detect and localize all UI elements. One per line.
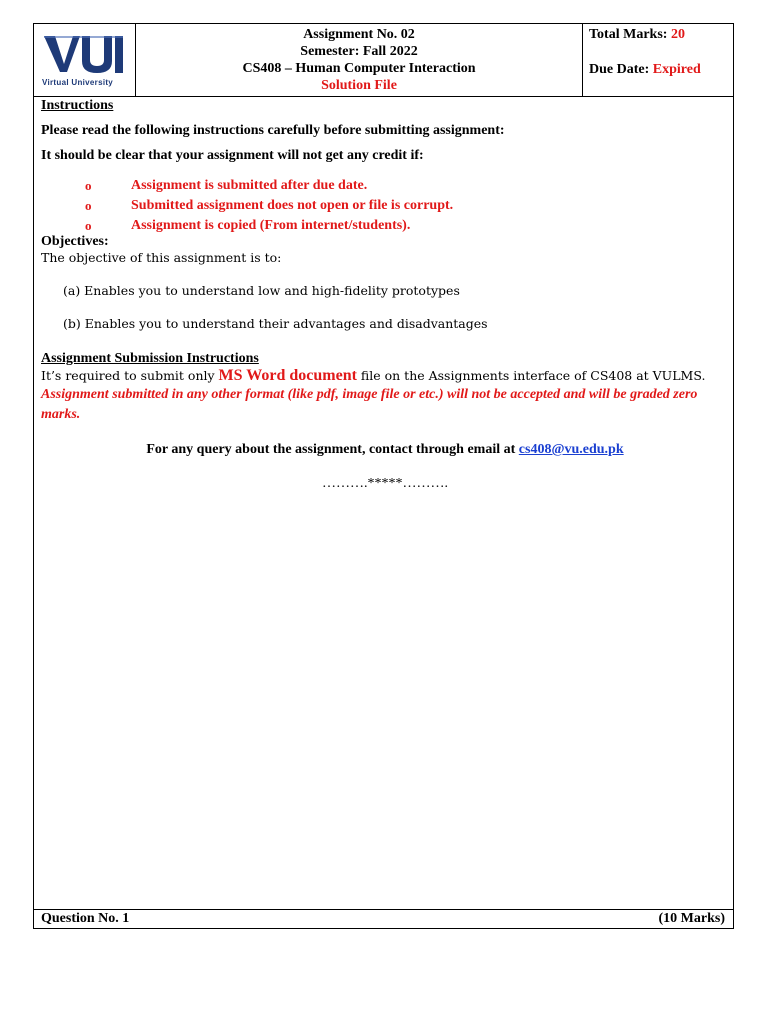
logo-caption: Virtual University	[42, 78, 114, 87]
total-marks-value: 20	[670, 27, 685, 42]
solution-file-label: Solution File	[321, 78, 397, 93]
total-marks-label: Total Marks:	[589, 27, 668, 42]
submission-heading: Assignment Submission Instructions	[41, 351, 259, 366]
header-table	[34, 24, 733, 97]
contact-text: For any query about the assignment, contact through email at	[146, 442, 519, 457]
list-item-text: Assignment is submitted after due date.	[131, 178, 368, 193]
objectives-heading: Objectives:	[41, 234, 109, 249]
due-date-label: Due Date:	[589, 62, 650, 77]
total-marks	[589, 27, 685, 43]
semester: Semester: Fall 2022	[300, 44, 418, 59]
vu-logo	[40, 32, 130, 90]
bullet-icon: o	[85, 198, 92, 213]
objective-item-a: (a) Enables you to understand low and high-fidelity prototypes	[63, 283, 460, 298]
question-row	[34, 909, 733, 928]
marks-cell	[583, 24, 733, 96]
question-marks: (10 Marks)	[658, 911, 725, 926]
list-item-text: Assignment is copied (From internet/students).	[131, 218, 411, 233]
content-area	[41, 97, 729, 492]
list-item	[41, 216, 729, 236]
submission-text	[41, 367, 729, 385]
submission-text-after: file on the Assignments interface of CS408 at VULMS.	[356, 368, 706, 383]
vu-logo-letters-icon	[42, 32, 128, 76]
instructions-heading: Instructions	[41, 98, 114, 113]
assignment-page-frame	[33, 23, 734, 929]
instructions-intro: Please read the following instructions carefully before submitting assignment:	[41, 123, 505, 138]
submission-warning: Assignment submitted in any other format (like pdf, image file or etc.) will not be accepted and will be graded zero marks.	[41, 387, 698, 422]
due-date	[589, 62, 701, 78]
contact-line	[41, 442, 729, 458]
contact-email-link[interactable]: cs408@vu.edu.pk	[518, 442, 624, 457]
list-item	[41, 196, 729, 216]
title-cell	[136, 24, 583, 96]
section-separator: ……….*****……….	[322, 476, 448, 491]
objective-item-b: (b) Enables you to understand their advantages and disadvantages	[63, 316, 488, 331]
bullet-icon: o	[85, 178, 92, 193]
course-title: CS408 – Human Computer Interaction	[242, 61, 476, 76]
submission-format-emphasis: MS Word document	[218, 367, 357, 384]
objectives-intro: The objective of this assignment is to:	[41, 250, 282, 265]
list-item-text: Submitted assignment does not open or file is corrupt.	[131, 198, 454, 213]
instructions-list	[41, 176, 729, 236]
submission-text-before: It’s required to submit only	[41, 368, 219, 383]
logo-cell	[34, 24, 136, 96]
list-item	[41, 176, 729, 196]
bullet-icon: o	[85, 218, 92, 233]
due-date-value: Expired	[652, 62, 701, 77]
question-label: Question No. 1	[41, 911, 130, 926]
instructions-warning: It should be clear that your assignment will not get any credit if:	[41, 148, 424, 163]
assignment-number: Assignment No. 02	[303, 27, 415, 42]
